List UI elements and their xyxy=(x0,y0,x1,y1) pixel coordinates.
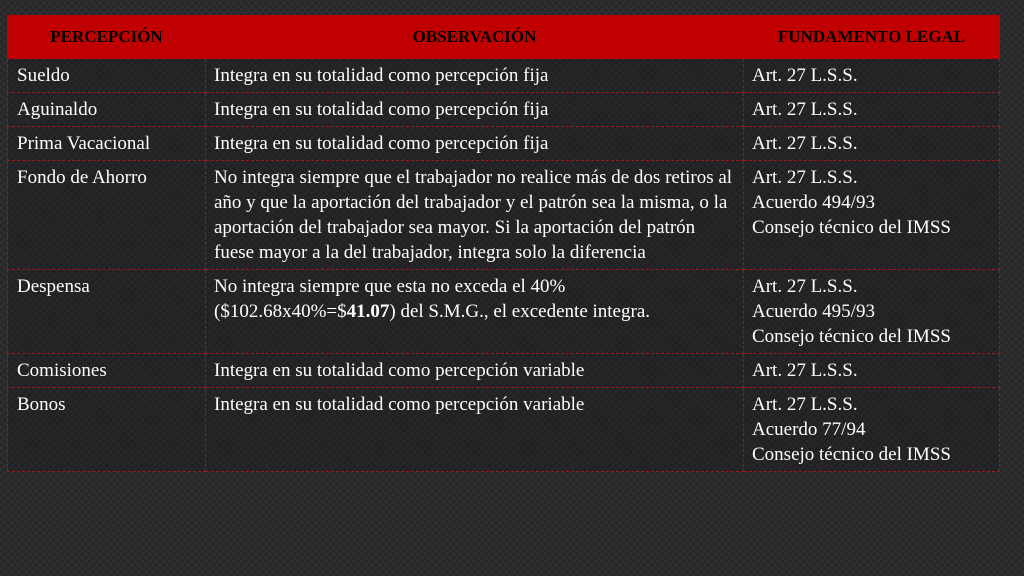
observacion-bold-value: 41.07 xyxy=(346,301,390,322)
cell-percepcion: Sueldo xyxy=(8,59,206,93)
fundamento-line: Consejo técnico del IMSS xyxy=(752,326,951,347)
fundamento-line: Acuerdo 494/93 xyxy=(752,192,875,213)
cell-fundamento xyxy=(744,270,1000,354)
table-row-fondo-de-ahorro xyxy=(8,161,1000,270)
cell-percepcion: Prima Vacacional xyxy=(8,127,206,161)
cell-fundamento xyxy=(744,354,1000,388)
cell-observacion xyxy=(206,270,744,354)
table-row-bonos xyxy=(8,388,1000,472)
fundamento-line: Art. 27 L.S.S. xyxy=(752,65,858,86)
table-header-row xyxy=(8,16,1000,59)
observacion-line: No integra siempre que esta no exceda el 40% xyxy=(214,276,566,297)
fundamento-line: Acuerdo 77/94 xyxy=(752,419,866,440)
table-row-aguinaldo xyxy=(8,93,1000,127)
table-row-prima-vacacional xyxy=(8,127,1000,161)
observacion-text: ($102.68x40%=$ xyxy=(214,301,347,322)
fundamento-line: Art. 27 L.S.S. xyxy=(752,167,858,188)
percepciones-table xyxy=(7,15,1000,472)
fundamento-line: Art. 27 L.S.S. xyxy=(752,133,858,154)
fundamento-line: Consejo técnico del IMSS xyxy=(752,217,951,238)
cell-fundamento xyxy=(744,388,1000,472)
fundamento-line: Acuerdo 495/93 xyxy=(752,301,875,322)
table-row-sueldo xyxy=(8,59,1000,93)
header-fundamento-legal: FUNDAMENTO LEGAL xyxy=(744,16,1000,59)
observacion-text: ) del S.M.G., el excedente integra. xyxy=(389,301,651,322)
fundamento-line: Art. 27 L.S.S. xyxy=(752,360,858,381)
cell-observacion: Integra en su totalidad como percepción fija xyxy=(206,127,744,161)
observacion-line xyxy=(214,299,735,324)
fundamento-line: Consejo técnico del IMSS xyxy=(752,444,951,465)
fundamento-line: Art. 27 L.S.S. xyxy=(752,99,858,120)
fundamento-line: Art. 27 L.S.S. xyxy=(752,276,858,297)
cell-fundamento xyxy=(744,127,1000,161)
table-row-comisiones xyxy=(8,354,1000,388)
header-percepcion: PERCEPCIÓN xyxy=(8,16,206,59)
cell-observacion: Integra en su totalidad como percepción fija xyxy=(206,93,744,127)
cell-fundamento xyxy=(744,93,1000,127)
cell-percepcion: Bonos xyxy=(8,388,206,472)
table-row-despensa xyxy=(8,270,1000,354)
cell-percepcion: Despensa xyxy=(8,270,206,354)
cell-percepcion: Aguinaldo xyxy=(8,93,206,127)
header-observacion: OBSERVACIÓN xyxy=(206,16,744,59)
cell-observacion: Integra en su totalidad como percepción variable xyxy=(206,388,744,472)
cell-observacion: No integra siempre que el trabajador no realice más de dos retiros al año y que la aportación del trabajador y el patrón sea la misma, o la aportación del trabajador sea mayor. Si la aportación del patrón fuese mayor a la del trabajador, integra solo la diferencia xyxy=(206,161,744,270)
cell-percepcion: Fondo de Ahorro xyxy=(8,161,206,270)
cell-observacion: Integra en su totalidad como percepción variable xyxy=(206,354,744,388)
cell-fundamento xyxy=(744,161,1000,270)
cell-percepcion: Comisiones xyxy=(8,354,206,388)
cell-observacion: Integra en su totalidad como percepción fija xyxy=(206,59,744,93)
fundamento-line: Art. 27 L.S.S. xyxy=(752,394,858,415)
cell-fundamento xyxy=(744,59,1000,93)
